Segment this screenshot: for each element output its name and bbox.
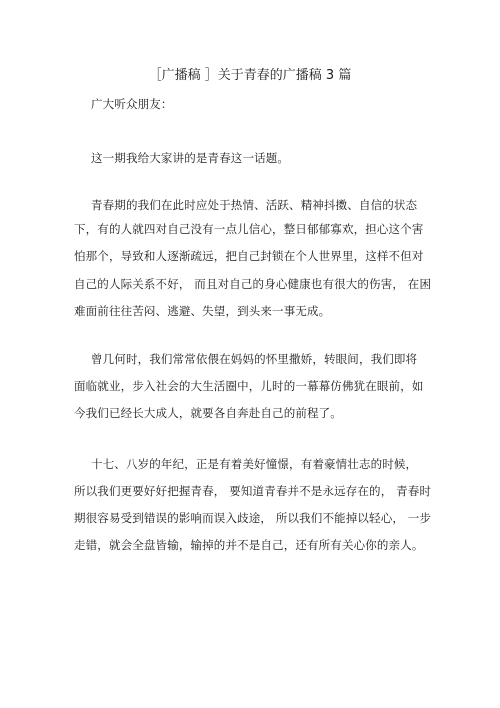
paragraph-2-line-4: 自己的人际关系不好， 而且对自己的身心健康也有很大的伤害， 在困 xyxy=(74,277,432,291)
salutation: 广大听众朋友： xyxy=(91,97,173,111)
paragraph-3-line-3: 今我们已经长大成人，就要各自奔赴自己的前程了。 xyxy=(74,406,342,420)
paragraph-4-line-3: 期很容易受到错误的影响而误入歧途， 所以我们不能掉以轻心， 一步 xyxy=(74,511,432,525)
paragraph-3-line-2: 面临就业，步入社会的大生活圈中，儿时的一幕幕仿佛犹在眼前，如 xyxy=(74,379,424,393)
paragraph-4-line-4: 走错，就会全盘皆输，输掉的并不是自己，还有所有关心你的亲人。 xyxy=(74,538,424,552)
paragraph-1-line-1: 这一期我给大家讲的是青春这一话题。 xyxy=(91,151,290,165)
paragraph-4-line-2: 所以我们更要好好把握青春， 要知道青春并不是永远存在的， 青春时 xyxy=(74,484,432,498)
document-title: ［广播稿 ］关于青春的广播稿 3 篇 xyxy=(148,68,352,83)
paragraph-4-line-1: 十七、八岁的年纪，正是有着美好憧憬，有着豪情壮志的时候， xyxy=(91,457,418,471)
paragraph-2-line-5: 难面前往往苦闷、逃避、失望，到头来一事无成。 xyxy=(74,304,331,318)
paragraph-2-line-2: 下，有的人就四对自己没有一点儿信心，整日郁郁寡欢，担心这个害 xyxy=(74,222,424,236)
paragraph-2-line-3: 怕那个，导致和人逐渐疏远，把自己封锁在个人世界里，这样不但对 xyxy=(74,249,424,263)
paragraph-3-line-1: 曾几何时，我们常常依偎在妈妈的怀里撒娇，转眼间，我们即将 xyxy=(91,352,418,366)
paragraph-2-line-1: 青春期的我们在此时应处于热情、活跃、精神抖擞、自信的状态 xyxy=(91,198,418,212)
